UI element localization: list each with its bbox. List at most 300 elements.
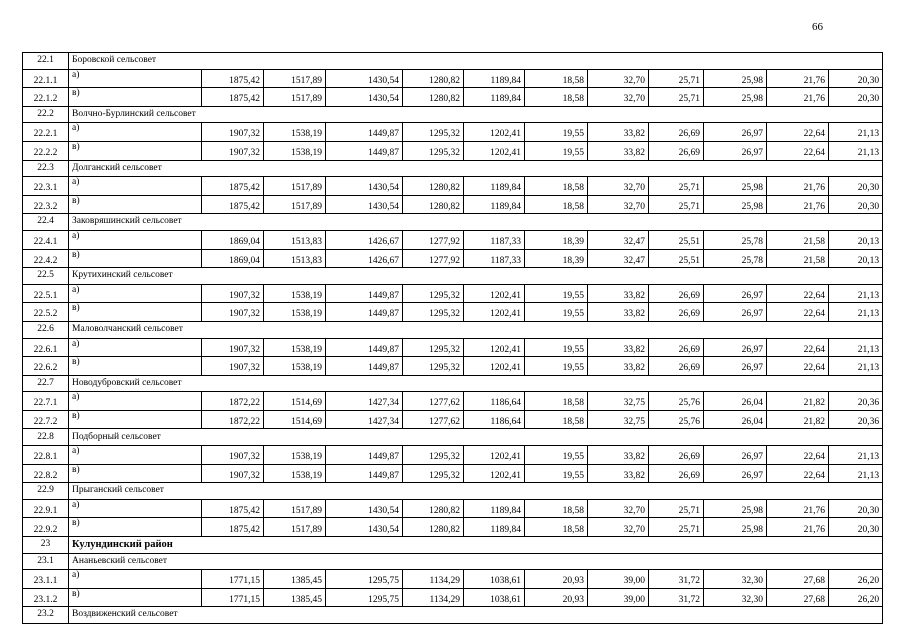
- page-number: 66: [812, 21, 823, 33]
- value-cell: 1038,61: [464, 588, 525, 607]
- row-label: а): [69, 570, 202, 589]
- value-cell: 1277,62: [403, 392, 464, 411]
- value-cell: 22,64: [767, 338, 829, 357]
- row-code: 22.9.2: [23, 518, 69, 537]
- value-cell: 1875,42: [202, 88, 264, 107]
- council-name: Подборный сельсовет: [69, 429, 883, 446]
- value-cell: 1430,54: [326, 177, 403, 196]
- value-cell: 21,13: [829, 446, 883, 465]
- value-cell: 1517,89: [264, 88, 326, 107]
- section-row: [23, 429, 883, 446]
- value-cell: 1427,34: [326, 410, 403, 429]
- value-cell: 25,98: [704, 69, 767, 88]
- row-label: а): [69, 499, 202, 518]
- value-cell: 18,58: [525, 410, 588, 429]
- value-cell: 1875,42: [202, 69, 264, 88]
- row-label: в): [69, 588, 202, 607]
- value-cell: 18,58: [525, 177, 588, 196]
- value-cell: 1449,87: [326, 123, 403, 142]
- value-cell: 21,76: [767, 177, 829, 196]
- value-cell: 1430,54: [326, 518, 403, 537]
- council-name: Прыганский сельсовет: [69, 483, 883, 500]
- value-cell: 21,76: [767, 518, 829, 537]
- row-code: 22.2: [23, 106, 69, 123]
- row-code: 22.1.1: [23, 69, 69, 88]
- value-cell: 25,98: [704, 518, 767, 537]
- value-cell: 32,70: [588, 518, 649, 537]
- value-cell: 26,97: [704, 284, 767, 303]
- row-code: 22.7.1: [23, 392, 69, 411]
- row-code: 22.9: [23, 483, 69, 500]
- value-cell: 25,71: [649, 499, 704, 518]
- value-cell: 1538,19: [264, 357, 326, 376]
- row-code: 23.1: [23, 553, 69, 570]
- value-cell: 21,76: [767, 69, 829, 88]
- value-cell: 26,69: [649, 338, 704, 357]
- value-cell: 1189,84: [464, 88, 525, 107]
- value-cell: 26,20: [829, 588, 883, 607]
- value-cell: 1280,82: [403, 499, 464, 518]
- value-cell: 1134,29: [403, 588, 464, 607]
- value-cell: 22,64: [767, 141, 829, 160]
- section-row: [23, 553, 883, 570]
- row-label: а): [69, 123, 202, 142]
- value-cell: 20,13: [829, 249, 883, 268]
- value-cell: 1449,87: [326, 284, 403, 303]
- value-cell: 20,30: [829, 69, 883, 88]
- value-cell: 32,75: [588, 410, 649, 429]
- value-cell: 26,97: [704, 338, 767, 357]
- value-cell: 1517,89: [264, 177, 326, 196]
- value-cell: 1187,33: [464, 249, 525, 268]
- value-cell: 33,82: [588, 357, 649, 376]
- value-cell: 1430,54: [326, 195, 403, 214]
- row-code: 22.5: [23, 268, 69, 285]
- table-row: [23, 69, 883, 88]
- value-cell: 1277,62: [403, 410, 464, 429]
- value-cell: 19,55: [525, 141, 588, 160]
- value-cell: 26,97: [704, 141, 767, 160]
- value-cell: 1771,15: [202, 588, 264, 607]
- value-cell: 25,71: [649, 88, 704, 107]
- value-cell: 1513,83: [264, 249, 326, 268]
- table-row: [23, 230, 883, 249]
- value-cell: 26,69: [649, 464, 704, 483]
- value-cell: 1426,67: [326, 230, 403, 249]
- council-name: Ананьевский сельсовет: [69, 553, 883, 570]
- value-cell: 1875,42: [202, 195, 264, 214]
- row-code: 22.9.1: [23, 499, 69, 518]
- value-cell: 39,00: [588, 570, 649, 589]
- table-row: [23, 303, 883, 322]
- row-code: 22.7: [23, 375, 69, 392]
- row-label: а): [69, 338, 202, 357]
- value-cell: 1907,32: [202, 446, 264, 465]
- value-cell: 1295,32: [403, 464, 464, 483]
- value-cell: 1427,34: [326, 392, 403, 411]
- value-cell: 25,71: [649, 195, 704, 214]
- value-cell: 1517,89: [264, 195, 326, 214]
- table-row: [23, 338, 883, 357]
- value-cell: 1280,82: [403, 518, 464, 537]
- value-cell: 20,30: [829, 88, 883, 107]
- section-row: [23, 483, 883, 500]
- value-cell: 1907,32: [202, 123, 264, 142]
- value-cell: 22,64: [767, 303, 829, 322]
- value-cell: 22,64: [767, 284, 829, 303]
- value-cell: 1514,69: [264, 392, 326, 411]
- value-cell: 1538,19: [264, 123, 326, 142]
- value-cell: 1280,82: [403, 69, 464, 88]
- value-cell: 32,47: [588, 230, 649, 249]
- table-row: [23, 410, 883, 429]
- district-row: [23, 537, 883, 554]
- value-cell: 1907,32: [202, 464, 264, 483]
- tariff-table: [22, 52, 883, 624]
- value-cell: 32,70: [588, 88, 649, 107]
- value-cell: 1038,61: [464, 570, 525, 589]
- value-cell: 27,68: [767, 588, 829, 607]
- row-code: 22.2.1: [23, 123, 69, 142]
- value-cell: 26,97: [704, 303, 767, 322]
- value-cell: 19,55: [525, 303, 588, 322]
- value-cell: 1872,22: [202, 410, 264, 429]
- table-body: [23, 53, 883, 624]
- row-code: 22.3: [23, 160, 69, 177]
- value-cell: 18,39: [525, 249, 588, 268]
- value-cell: 20,36: [829, 392, 883, 411]
- value-cell: 18,39: [525, 230, 588, 249]
- value-cell: 26,69: [649, 123, 704, 142]
- value-cell: 1277,92: [403, 249, 464, 268]
- council-name: Новодубровский сельсовет: [69, 375, 883, 392]
- row-label: в): [69, 195, 202, 214]
- value-cell: 1513,83: [264, 230, 326, 249]
- row-code: 22.7.2: [23, 410, 69, 429]
- value-cell: 19,55: [525, 357, 588, 376]
- row-label: а): [69, 284, 202, 303]
- value-cell: 21,82: [767, 410, 829, 429]
- table-row: [23, 123, 883, 142]
- value-cell: 21,58: [767, 249, 829, 268]
- value-cell: 1189,84: [464, 499, 525, 518]
- value-cell: 25,78: [704, 230, 767, 249]
- value-cell: 32,70: [588, 177, 649, 196]
- council-name: Боровской сельсовет: [69, 53, 883, 70]
- value-cell: 1202,41: [464, 446, 525, 465]
- row-label: а): [69, 446, 202, 465]
- value-cell: 22,64: [767, 446, 829, 465]
- value-cell: 20,36: [829, 410, 883, 429]
- value-cell: 1907,32: [202, 357, 264, 376]
- row-code: 22.4: [23, 214, 69, 231]
- table-row: [23, 284, 883, 303]
- value-cell: 31,72: [649, 570, 704, 589]
- value-cell: 18,58: [525, 195, 588, 214]
- value-cell: 1449,87: [326, 357, 403, 376]
- row-code: 22.6.2: [23, 357, 69, 376]
- value-cell: 1295,32: [403, 303, 464, 322]
- value-cell: 1449,87: [326, 446, 403, 465]
- table-row: [23, 357, 883, 376]
- value-cell: 33,82: [588, 446, 649, 465]
- district-name: Кулундинский район: [69, 537, 883, 554]
- value-cell: 1430,54: [326, 499, 403, 518]
- value-cell: 25,98: [704, 195, 767, 214]
- value-cell: 25,71: [649, 69, 704, 88]
- row-label: а): [69, 177, 202, 196]
- value-cell: 1202,41: [464, 464, 525, 483]
- section-row: [23, 321, 883, 338]
- value-cell: 20,93: [525, 570, 588, 589]
- value-cell: 26,97: [704, 446, 767, 465]
- row-code: 22.5.2: [23, 303, 69, 322]
- value-cell: 25,98: [704, 499, 767, 518]
- value-cell: 33,82: [588, 303, 649, 322]
- row-label: в): [69, 410, 202, 429]
- row-code: 22.5.1: [23, 284, 69, 303]
- value-cell: 1430,54: [326, 69, 403, 88]
- value-cell: 22,64: [767, 123, 829, 142]
- value-cell: 1189,84: [464, 518, 525, 537]
- value-cell: 26,69: [649, 357, 704, 376]
- value-cell: 33,82: [588, 141, 649, 160]
- value-cell: 25,78: [704, 249, 767, 268]
- value-cell: 1869,04: [202, 230, 264, 249]
- row-code: 22.6.1: [23, 338, 69, 357]
- row-code: 23.1.2: [23, 588, 69, 607]
- council-name: Воздвиженский сельсовет: [69, 607, 883, 624]
- row-code: 22.1.2: [23, 88, 69, 107]
- value-cell: 25,51: [649, 249, 704, 268]
- row-label: а): [69, 69, 202, 88]
- value-cell: 21,82: [767, 392, 829, 411]
- value-cell: 32,70: [588, 195, 649, 214]
- value-cell: 18,58: [525, 392, 588, 411]
- value-cell: 26,97: [704, 464, 767, 483]
- value-cell: 1385,45: [264, 570, 326, 589]
- value-cell: 32,70: [588, 69, 649, 88]
- value-cell: 1385,45: [264, 588, 326, 607]
- value-cell: 32,70: [588, 499, 649, 518]
- value-cell: 22,64: [767, 464, 829, 483]
- value-cell: 25,51: [649, 230, 704, 249]
- value-cell: 1872,22: [202, 392, 264, 411]
- value-cell: 1517,89: [264, 518, 326, 537]
- value-cell: 1202,41: [464, 123, 525, 142]
- value-cell: 25,98: [704, 177, 767, 196]
- value-cell: 1186,64: [464, 410, 525, 429]
- value-cell: 27,68: [767, 570, 829, 589]
- value-cell: 1134,29: [403, 570, 464, 589]
- value-cell: 19,55: [525, 338, 588, 357]
- value-cell: 25,76: [649, 410, 704, 429]
- value-cell: 26,20: [829, 570, 883, 589]
- section-row: [23, 214, 883, 231]
- row-code: 23: [23, 537, 69, 554]
- value-cell: 1202,41: [464, 141, 525, 160]
- value-cell: 21,76: [767, 88, 829, 107]
- section-row: [23, 375, 883, 392]
- value-cell: 1202,41: [464, 338, 525, 357]
- value-cell: 1449,87: [326, 464, 403, 483]
- row-label: в): [69, 141, 202, 160]
- value-cell: 1907,32: [202, 338, 264, 357]
- row-label: в): [69, 464, 202, 483]
- value-cell: 18,58: [525, 518, 588, 537]
- value-cell: 26,69: [649, 303, 704, 322]
- table-row: [23, 88, 883, 107]
- value-cell: 21,13: [829, 338, 883, 357]
- table-row: [23, 195, 883, 214]
- value-cell: 21,13: [829, 141, 883, 160]
- value-cell: 1538,19: [264, 303, 326, 322]
- value-cell: 1280,82: [403, 177, 464, 196]
- value-cell: 26,69: [649, 284, 704, 303]
- value-cell: 1907,32: [202, 303, 264, 322]
- value-cell: 33,82: [588, 464, 649, 483]
- value-cell: 1875,42: [202, 499, 264, 518]
- value-cell: 26,69: [649, 141, 704, 160]
- value-cell: 19,55: [525, 123, 588, 142]
- value-cell: 1186,64: [464, 392, 525, 411]
- value-cell: 1295,75: [326, 570, 403, 589]
- value-cell: 1426,67: [326, 249, 403, 268]
- value-cell: 1449,87: [326, 141, 403, 160]
- row-label: а): [69, 392, 202, 411]
- table-row: [23, 588, 883, 607]
- value-cell: 25,76: [649, 392, 704, 411]
- value-cell: 1771,15: [202, 570, 264, 589]
- value-cell: 1280,82: [403, 195, 464, 214]
- value-cell: 1295,32: [403, 123, 464, 142]
- table-row: [23, 499, 883, 518]
- council-name: Крутихинский сельсовет: [69, 268, 883, 285]
- table-row: [23, 518, 883, 537]
- value-cell: 1538,19: [264, 141, 326, 160]
- council-name: Волчно-Бурлинский сельсовет: [69, 106, 883, 123]
- value-cell: 1514,69: [264, 410, 326, 429]
- row-code: 22.4.2: [23, 249, 69, 268]
- row-code: 22.6: [23, 321, 69, 338]
- row-label: в): [69, 303, 202, 322]
- value-cell: 33,82: [588, 338, 649, 357]
- value-cell: 1202,41: [464, 357, 525, 376]
- value-cell: 1517,89: [264, 499, 326, 518]
- value-cell: 20,30: [829, 177, 883, 196]
- value-cell: 20,93: [525, 588, 588, 607]
- value-cell: 39,00: [588, 588, 649, 607]
- value-cell: 1517,89: [264, 69, 326, 88]
- table-row: [23, 141, 883, 160]
- value-cell: 18,58: [525, 88, 588, 107]
- value-cell: 20,30: [829, 518, 883, 537]
- value-cell: 1875,42: [202, 177, 264, 196]
- value-cell: 1430,54: [326, 88, 403, 107]
- value-cell: 1187,33: [464, 230, 525, 249]
- value-cell: 32,75: [588, 392, 649, 411]
- value-cell: 21,76: [767, 499, 829, 518]
- value-cell: 20,30: [829, 499, 883, 518]
- value-cell: 1869,04: [202, 249, 264, 268]
- value-cell: 1295,32: [403, 338, 464, 357]
- council-name: Заковряшинский сельсовет: [69, 214, 883, 231]
- value-cell: 1189,84: [464, 195, 525, 214]
- value-cell: 19,55: [525, 464, 588, 483]
- row-code: 22.3.1: [23, 177, 69, 196]
- table-row: [23, 177, 883, 196]
- value-cell: 32,47: [588, 249, 649, 268]
- value-cell: 1295,75: [326, 588, 403, 607]
- value-cell: 21,76: [767, 195, 829, 214]
- value-cell: 20,13: [829, 230, 883, 249]
- value-cell: 1295,32: [403, 284, 464, 303]
- value-cell: 1907,32: [202, 141, 264, 160]
- value-cell: 25,71: [649, 177, 704, 196]
- row-code: 22.4.1: [23, 230, 69, 249]
- section-row: [23, 268, 883, 285]
- value-cell: 1202,41: [464, 303, 525, 322]
- value-cell: 26,69: [649, 446, 704, 465]
- value-cell: 18,58: [525, 499, 588, 518]
- value-cell: 1295,32: [403, 357, 464, 376]
- value-cell: 1449,87: [326, 303, 403, 322]
- value-cell: 32,30: [704, 570, 767, 589]
- value-cell: 25,71: [649, 518, 704, 537]
- table-row: [23, 446, 883, 465]
- value-cell: 1907,32: [202, 284, 264, 303]
- row-code: 22.3.2: [23, 195, 69, 214]
- value-cell: 1875,42: [202, 518, 264, 537]
- value-cell: 19,55: [525, 284, 588, 303]
- section-row: [23, 607, 883, 624]
- value-cell: 22,64: [767, 357, 829, 376]
- value-cell: 1538,19: [264, 446, 326, 465]
- row-code: 22.2.2: [23, 141, 69, 160]
- value-cell: 26,04: [704, 410, 767, 429]
- row-code: 22.1: [23, 53, 69, 70]
- value-cell: 31,72: [649, 588, 704, 607]
- table-row: [23, 570, 883, 589]
- value-cell: 1277,92: [403, 230, 464, 249]
- value-cell: 26,97: [704, 357, 767, 376]
- row-code: 22.8.1: [23, 446, 69, 465]
- value-cell: 1189,84: [464, 69, 525, 88]
- value-cell: 1295,32: [403, 141, 464, 160]
- value-cell: 21,13: [829, 464, 883, 483]
- row-code: 22.8: [23, 429, 69, 446]
- table-row: [23, 249, 883, 268]
- section-row: [23, 106, 883, 123]
- value-cell: 1189,84: [464, 177, 525, 196]
- row-label: а): [69, 230, 202, 249]
- section-row: [23, 53, 883, 70]
- value-cell: 1280,82: [403, 88, 464, 107]
- value-cell: 21,13: [829, 357, 883, 376]
- value-cell: 21,13: [829, 303, 883, 322]
- section-row: [23, 160, 883, 177]
- value-cell: 26,97: [704, 123, 767, 142]
- table-row: [23, 392, 883, 411]
- row-label: в): [69, 249, 202, 268]
- row-code: 23.2: [23, 607, 69, 624]
- value-cell: 1202,41: [464, 284, 525, 303]
- value-cell: 19,55: [525, 446, 588, 465]
- value-cell: 21,58: [767, 230, 829, 249]
- row-code: 23.1.1: [23, 570, 69, 589]
- council-name: Долганский сельсовет: [69, 160, 883, 177]
- value-cell: 1538,19: [264, 338, 326, 357]
